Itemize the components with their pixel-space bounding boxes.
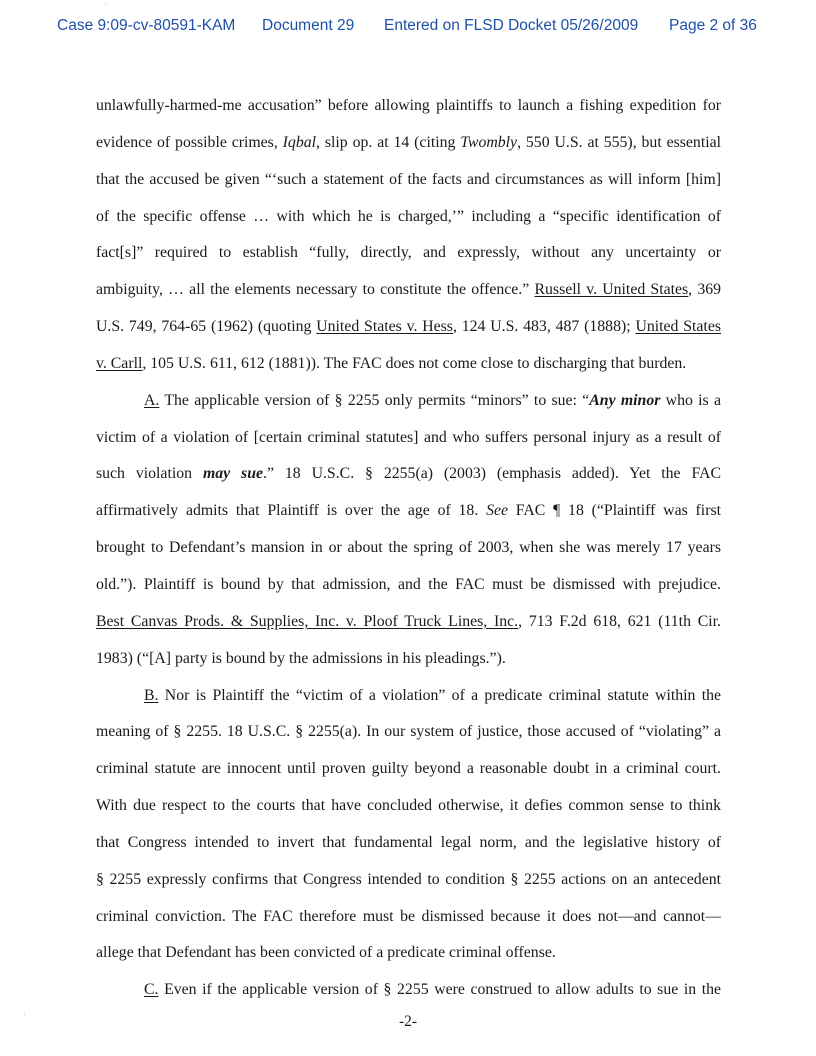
text-line: criminal conviction. The FAC therefore must be dismissed because it does not—and cannot—: [96, 907, 721, 925]
text-line: § 2255 expressly confirms that Congress intended to condition § 2255 actions on an antecedent: [96, 870, 721, 888]
text-line: 1983) (“[A] party is bound by the admissions in his pleadings.”).: [96, 649, 506, 667]
text-line: meaning of § 2255. 18 U.S.C. § 2255(a). In our system of justice, those accused of “violating” a: [96, 723, 721, 741]
scan-speck: [24, 1014, 25, 1015]
section-a-line: A. The applicable version of § 2255 only permits “minors” to sue: “Any minor who is a: [144, 391, 722, 409]
text-line: that Congress intended to invert that fundamental legal norm, and the legislative history of: [96, 833, 721, 851]
case-citation: Best Canvas Prods. & Supplies, Inc. v. Ploof Truck Lines, Inc.: [96, 612, 519, 630]
text-line: evidence of possible crimes, Iqbal, slip op. at 14 (citing Twombly, 550 U.S. at 555), but essential: [96, 133, 721, 151]
text-line: unlawfully-harmed-me accusation” before allowing plaintiffs to launch a fishing expedition for: [96, 97, 721, 114]
section-b-heading: B.: [144, 686, 159, 704]
document-number: Document 29: [262, 17, 355, 34]
page-count: Page 2 of 36: [669, 17, 757, 34]
text-line: fact[s]” required to establish “fully, directly, and expressly, without any uncertainty or: [96, 244, 721, 262]
docket-entry-date: Entered on FLSD Docket 05/26/2009: [384, 17, 639, 34]
text-line: allege that Defendant has been convicted of a predicate criminal offense.: [96, 944, 556, 962]
text-line: ambiguity, … all the elements necessary to constitute the offence.” Russell v. United States, 369: [96, 281, 722, 299]
section-c-line: C. Even if the applicable version of § 2255 were construed to allow adults to sue in the: [144, 981, 721, 999]
text-line: With due respect to the courts that have concluded otherwise, it defies common sense to think: [96, 797, 721, 815]
text-line: U.S. 749, 764-65 (1962) (quoting United States v. Hess, 124 U.S. 483, 487 (1888); United States: [96, 318, 721, 336]
text-line: v. Carll, 105 U.S. 611, 612 (1881)). The FAC does not come close to discharging that burden.: [96, 354, 687, 372]
section-b-line: B. Nor is Plaintiff the “victim of a violation” of a predicate criminal statute within the: [144, 686, 721, 704]
text-line: brought to Defendant’s mansion in or about the spring of 2003, when she was merely 17 years: [96, 539, 721, 557]
page-number: -2-: [398, 1013, 418, 1030]
section-c-heading: C.: [144, 981, 159, 999]
text-line: of the specific offense … with which he is charged,’” including a “specific identification of: [96, 207, 721, 225]
text-line: old.”). Plaintiff is bound by that admission, and the FAC must be dismissed with prejudice.: [96, 575, 721, 593]
case-citation: Russell v. United States: [534, 281, 689, 299]
text-line: Best Canvas Prods. & Supplies, Inc. v. Ploof Truck Lines, Inc., 713 F.2d 618, 621 (11th Cir.: [96, 612, 722, 630]
text-line: that the accused be given “‘such a statement of the facts and circumstances as will inform [him]: [96, 170, 721, 188]
text-line: affirmatively admits that Plaintiff is over the age of 18. See FAC ¶ 18 (“Plaintiff was first: [96, 502, 721, 520]
case-number: Case 9:09-cv-80591-KAM: [57, 17, 236, 34]
body-text: [96, 88, 721, 1009]
scan-speck: [105, 4, 106, 5]
docket-header: [0, 17, 816, 39]
case-citation: United States v. Hess: [316, 318, 453, 336]
case-citation: v. Carll: [96, 354, 143, 372]
section-a-heading: A.: [144, 391, 160, 409]
text-line: such violation may sue.” 18 U.S.C. § 2255(a) (2003) (emphasis added). Yet the FAC: [96, 465, 722, 483]
text-line: victim of a violation of [certain criminal statutes] and who suffers personal injury as a result of: [96, 428, 721, 446]
text-line: criminal statute are innocent until proven guilty beyond a reasonable doubt in a criminal court.: [96, 760, 721, 778]
case-citation: United States: [635, 318, 721, 336]
